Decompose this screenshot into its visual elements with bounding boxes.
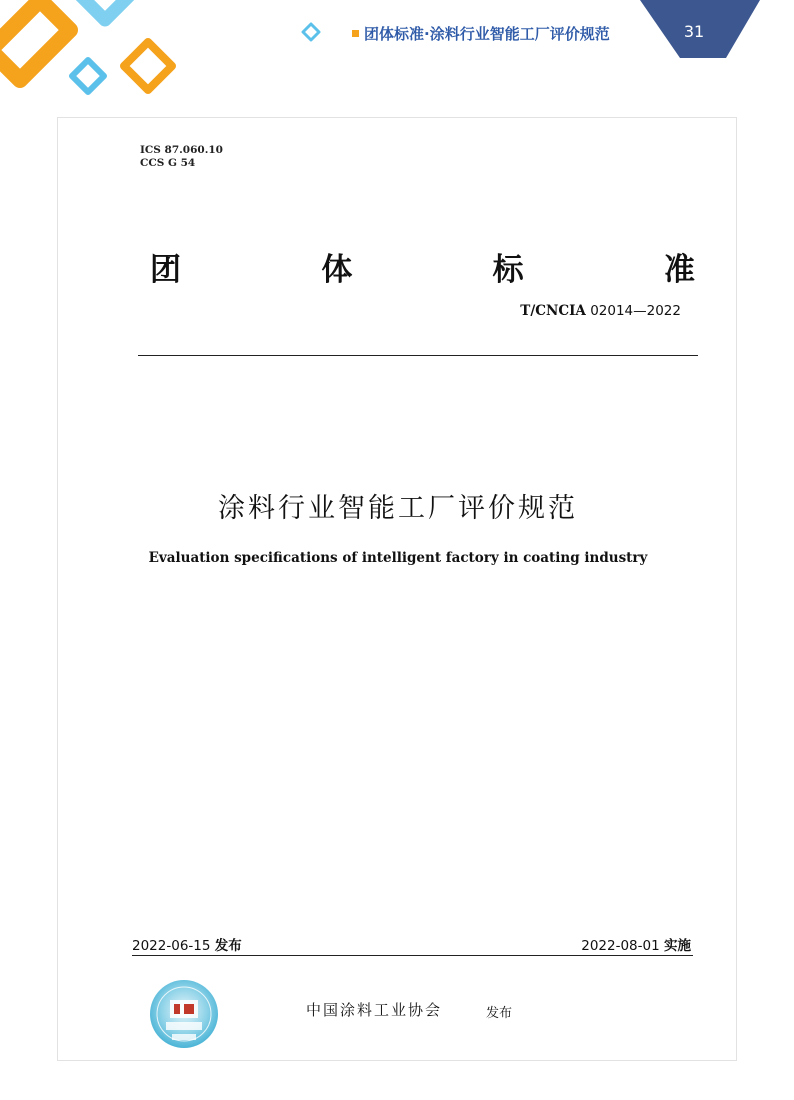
square-bullet-icon [352, 30, 359, 37]
classification-codes [140, 144, 223, 170]
issuer-verb: 发布 [486, 1006, 513, 1021]
divider-bottom [132, 955, 693, 956]
title-english: Evaluation specifications of intelligent factory in coating industry [148, 550, 648, 566]
standard-type-char: 体 [321, 252, 353, 288]
page-number: 31 [683, 22, 705, 41]
anti-counterfeit-seal-icon [148, 978, 220, 1050]
title-chinese: 涂料行业智能工厂评价规范 [218, 493, 578, 524]
implement-date [581, 934, 691, 954]
publish-date-label: 发布 [214, 938, 242, 954]
section-header [352, 22, 610, 46]
divider-top [138, 355, 698, 356]
diamond-bullet-icon [301, 22, 321, 42]
issuer-name: 中国涂料工业协会 [306, 1001, 443, 1019]
standard-cover [57, 117, 737, 1061]
implement-date-label: 实施 [664, 938, 691, 954]
implement-date-value: 2022-08-01 [581, 938, 660, 954]
standard-code [520, 303, 681, 319]
standard-type-char: 准 [663, 252, 695, 288]
publish-date [132, 934, 242, 954]
ics-code: ICS 87.060.10 [140, 144, 223, 156]
standard-type-heading [150, 244, 695, 288]
section-title: 团体标准·涂料行业智能工厂评价规范 [364, 25, 610, 43]
standard-code-prefix: T/CNCIA [520, 303, 586, 319]
ccs-code: CCS G 54 [140, 157, 196, 169]
publish-date-value: 2022-06-15 [132, 938, 211, 954]
standard-type-char: 团 [150, 252, 181, 288]
corner-decoration-icon [0, 0, 200, 110]
standard-type-char: 标 [492, 252, 524, 288]
standard-code-number: 02014—2022 [590, 303, 681, 319]
